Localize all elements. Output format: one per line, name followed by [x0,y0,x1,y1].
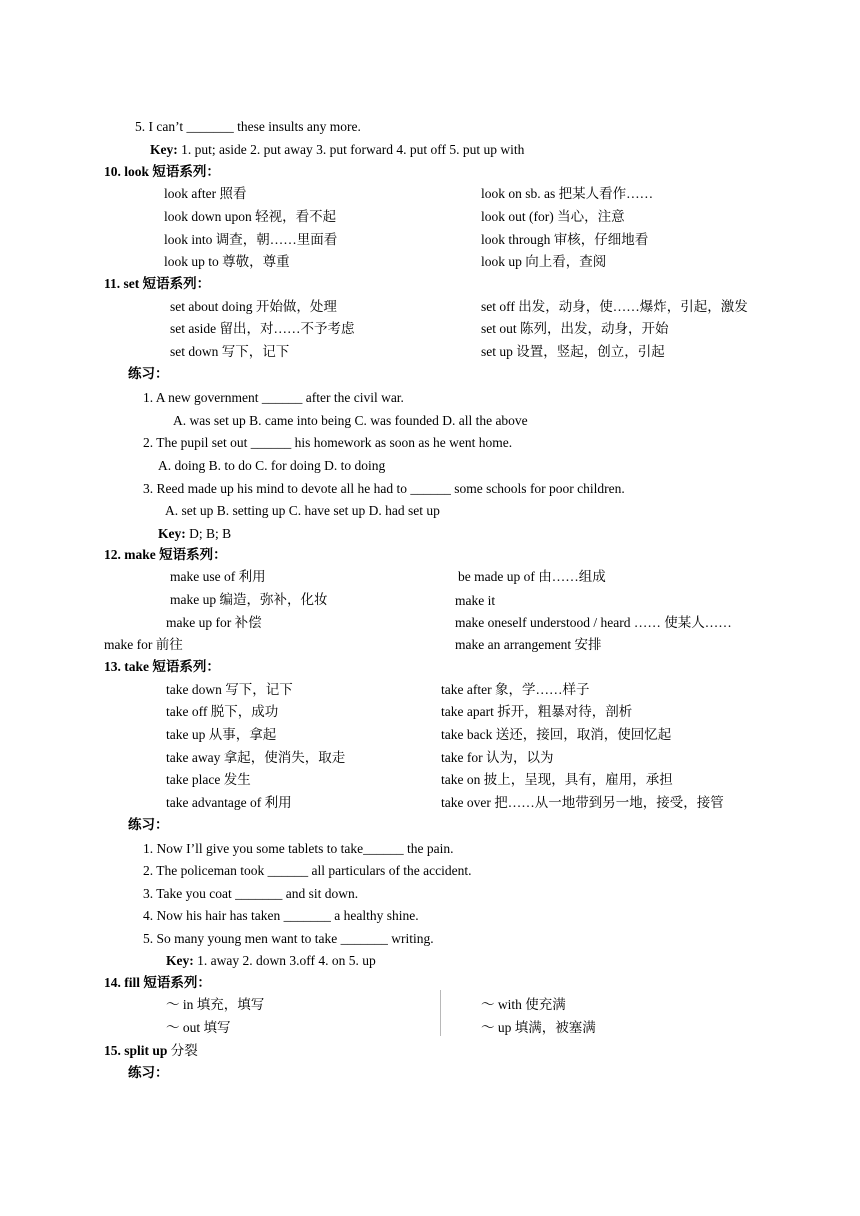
phrase-item: set off 出发，动身，使……爆炸，引起，激发 [481,299,748,314]
phrase-item: look up to 尊敬，尊重 [164,254,290,269]
phrase-item: take apart 拆开，粗暴对待，剖析 [441,704,633,719]
phrase-item: set out 陈列，出发，动身，开始 [481,321,669,336]
phrase-item: look up 向上看，查阅 [481,254,607,269]
exercise-item: 1. Now I’ll give you some tablets to take______ the pain. [143,841,454,856]
exercise-heading: 练习： [128,1065,169,1080]
answer-key [158,525,231,543]
key-text: 1. put; aside 2. put away 3. put forward 4. put off 5. put up with [181,142,525,157]
phrase-item: make for 前往 [104,637,183,652]
exercise-item: 5. I can’t _______ these insults any more. [135,119,361,134]
exercise-item: 2. The pupil set out ______ his homework as soon as he went home. [143,435,513,450]
phrase-item: take down 写下，记下 [166,682,293,697]
exercise-item: 3. Reed made up his mind to devote all he had to ______ some schools for poor children. [143,481,625,496]
phrase-item: set down 写下，记下 [170,344,290,359]
section-heading-make: 12. make 短语系列： [104,547,227,562]
phrase-item: make up for 补偿 [166,615,262,630]
phrase-item: take up 从事，拿起 [166,727,277,742]
section-heading-fill: 14. fill 短语系列： [104,975,211,990]
exercise-item: 1. A new government ______ after the civil war. [143,390,404,405]
phrase-item: ～ with 使充满 [481,997,566,1012]
table-divider [440,990,441,1036]
exercise-item: 2. The policeman took ______ all particulars of the accident. [143,863,472,878]
phrase-item: take after 象，学……样子 [441,682,590,697]
phrase-item: set about doing 开始做，处理 [170,299,337,314]
phrase-item: set up 设置，竖起，创立，引起 [481,344,665,359]
exercise-heading: 练习： [128,817,169,832]
key-text: 1. away 2. down 3.off 4. on 5. up [197,953,376,968]
phrase-item: make use of 利用 [170,569,266,584]
exercise-heading: 练习： [128,366,169,381]
phrase-item: set aside 留出，对……不予考虑 [170,321,355,336]
phrase-item: make it [455,593,496,608]
heading-meaning: 分裂 [167,1043,198,1058]
phrase-item: be made up of 由……组成 [458,569,606,584]
phrase-item: take away 拿起，使消失，取走 [166,750,346,765]
phrase-item: take over 把……从一地带到另一地，接受，接管 [441,795,724,810]
phrase-item: ～ up 填满，被塞满 [481,1020,596,1035]
phrase-item: take place 发生 [166,772,251,787]
phrase-item: make up 编造，弥补，化妆 [170,592,328,607]
key-label: Key: [158,526,186,541]
phrase-item: look out (for) 当心，注意 [481,209,625,224]
phrase-item: ～ in 填充，填写 [166,997,265,1012]
section-heading-look: 10. look 短语系列： [104,164,220,179]
section-heading-take: 13. take 短语系列： [104,659,220,674]
exercise-item: 3. Take you coat _______ and sit down. [143,886,359,901]
phrase-item: take on 披上，呈现，具有，雇用，承担 [441,772,673,787]
phrase-item: take back 送还，接回，取消，使回忆起 [441,727,672,742]
exercise-options: A. doing B. to do C. for doing D. to doing [158,458,386,473]
phrase-item: take off 脱下，成功 [166,704,279,719]
heading-bold: 15. split up [104,1043,168,1058]
phrase-item: take advantage of 利用 [166,795,292,810]
phrase-item: look on sb. as 把某人看作…… [481,186,654,201]
phrase-item: look into 调查，朝……里面看 [164,232,338,247]
phrase-item: look through 审核，仔细地看 [481,232,649,247]
phrase-item: look down upon 轻视，看不起 [164,209,337,224]
phrase-item: take for 认为，以为 [441,750,554,765]
section-heading-split-up [104,1042,198,1060]
answer-key [150,141,524,159]
exercise-options: A. was set up B. came into being C. was founded D. all the above [173,413,528,428]
phrase-item: make an arrangement 安排 [455,637,602,652]
answer-key [166,952,376,970]
exercise-item: 4. Now his hair has taken _______ a healthy shine. [143,908,419,923]
phrase-item: look after 照看 [164,186,247,201]
key-label: Key: [150,142,178,157]
phrase-item: ～ out 填写 [166,1020,231,1035]
exercise-options: A. set up B. setting up C. have set up D. had set up [165,503,440,518]
key-label: Key: [166,953,194,968]
section-heading-set: 11. set 短语系列： [104,276,211,291]
key-text: D; B; B [189,526,232,541]
exercise-item: 5. So many young men want to take _______ writing. [143,931,434,946]
phrase-item: make oneself understood / heard …… 使某人…… [455,615,732,630]
